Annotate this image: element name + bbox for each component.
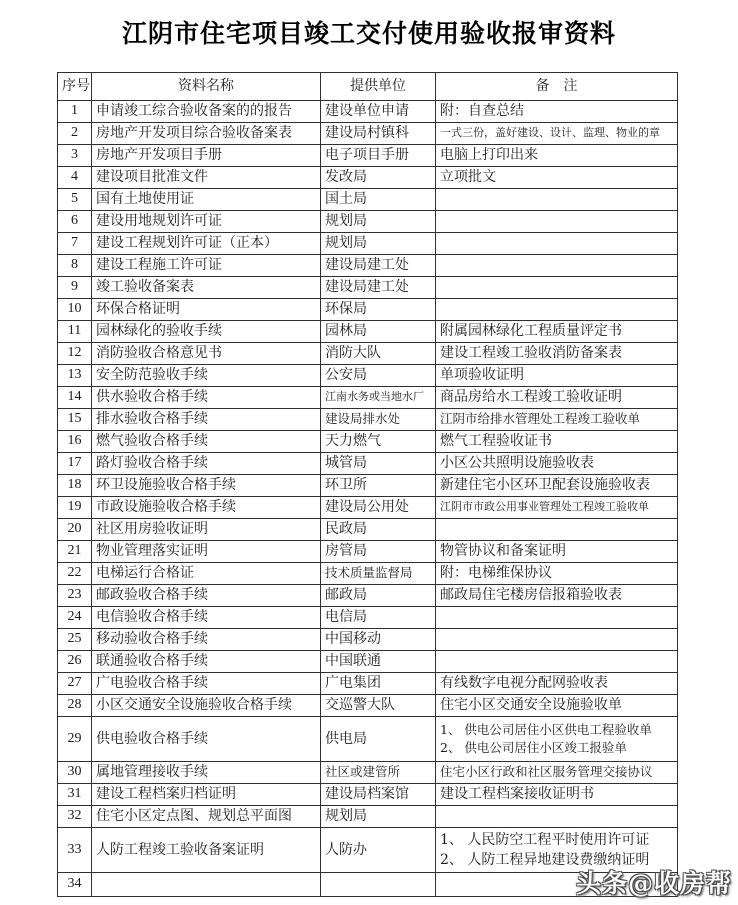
- cell-no: 18: [58, 475, 92, 497]
- cell-no: 30: [58, 762, 92, 784]
- table-row: [58, 651, 678, 673]
- cell-provider: 供电局: [321, 717, 436, 762]
- cell-remark: [436, 519, 678, 541]
- cell-remark: 江阴市给排水管理处工程竣工验收单: [436, 409, 678, 431]
- header-name: 资料名称: [92, 73, 321, 101]
- table-row: [58, 255, 678, 277]
- table-row: [58, 762, 678, 784]
- table-row: [58, 453, 678, 475]
- cell-provider: 建设局档案馆: [321, 784, 436, 806]
- cell-no: 4: [58, 167, 92, 189]
- cell-provider: 消防大队: [321, 343, 436, 365]
- cell-remark: 燃气工程验收证书: [436, 431, 678, 453]
- cell-provider: 江南水务或当地水厂: [321, 387, 436, 409]
- cell-no: 9: [58, 277, 92, 299]
- cell-no: 25: [58, 629, 92, 651]
- cell-remark: 立项批文: [436, 167, 678, 189]
- cell-name: [92, 873, 321, 897]
- cell-provider: 技术质量监督局: [321, 563, 436, 585]
- table-row: [58, 519, 678, 541]
- cell-remark: 有线数字电视分配网验收表: [436, 673, 678, 695]
- cell-name: 移动验收合格手续: [92, 629, 321, 651]
- cell-name: 物业管理落实证明: [92, 541, 321, 563]
- cell-remark: 邮政局住宅楼房信报箱验收表: [436, 585, 678, 607]
- cell-no: 22: [58, 563, 92, 585]
- cell-provider: 建设局排水处: [321, 409, 436, 431]
- cell-name: 小区交通安全设施验收合格手续: [92, 695, 321, 717]
- cell-no: 28: [58, 695, 92, 717]
- cell-remark: 附：自查总结: [436, 101, 678, 123]
- cell-remark: 建设工程档案接收证明书: [436, 784, 678, 806]
- cell-no: 31: [58, 784, 92, 806]
- table-row: [58, 189, 678, 211]
- cell-provider: 人防办: [321, 828, 436, 873]
- cell-name: 电信验收合格手续: [92, 607, 321, 629]
- cell-name: 供电验收合格手续: [92, 717, 321, 762]
- table-row: [58, 321, 678, 343]
- cell-provider: 环保局: [321, 299, 436, 321]
- cell-provider: 邮政局: [321, 585, 436, 607]
- cell-name: 属地管理接收手续: [92, 762, 321, 784]
- cell-remark: 附：电梯维保协议: [436, 563, 678, 585]
- cell-name: 燃气验收合格手续: [92, 431, 321, 453]
- cell-remark: 江阴市市政公用事业管理处工程竣工验收单: [436, 497, 678, 519]
- table-row: [58, 585, 678, 607]
- cell-no: 29: [58, 717, 92, 762]
- cell-remark: 单项验收证明: [436, 365, 678, 387]
- table-row: [58, 497, 678, 519]
- cell-no: 11: [58, 321, 92, 343]
- cell-name: 园林绿化的验收手续: [92, 321, 321, 343]
- cell-no: 34: [58, 873, 92, 897]
- table-row: [58, 101, 678, 123]
- page-title: 江阴市住宅项目竣工交付使用验收报审资料: [121, 19, 616, 48]
- cell-remark: 电脑上打印出来: [436, 145, 678, 167]
- cell-provider: 建设局公用处: [321, 497, 436, 519]
- cell-no: 20: [58, 519, 92, 541]
- cell-remark: [436, 806, 678, 828]
- cell-provider: 城管局: [321, 453, 436, 475]
- cell-provider: 天力燃气: [321, 431, 436, 453]
- cell-no: 10: [58, 299, 92, 321]
- table-row: [58, 167, 678, 189]
- cell-remark: 物管协议和备案证明: [436, 541, 678, 563]
- cell-name: 排水验收合格手续: [92, 409, 321, 431]
- cell-provider: 规划局: [321, 233, 436, 255]
- cell-provider: 交巡警大队: [321, 695, 436, 717]
- cell-no: 16: [58, 431, 92, 453]
- cell-no: 5: [58, 189, 92, 211]
- table-row: [58, 541, 678, 563]
- cell-remark: 1、 供电公司居住小区供电工程验收单 2、 供电公司居住小区竣工报验单: [436, 717, 678, 762]
- table-row: [58, 365, 678, 387]
- cell-provider: 规划局: [321, 806, 436, 828]
- cell-name: 电梯运行合格证: [92, 563, 321, 585]
- cell-provider: 民政局: [321, 519, 436, 541]
- cell-provider: 环卫所: [321, 475, 436, 497]
- cell-name: 市政设施验收合格手续: [92, 497, 321, 519]
- header-no: 序号: [58, 73, 92, 101]
- watermark: 头条@收房帮: [575, 869, 732, 898]
- cell-no: 14: [58, 387, 92, 409]
- table-row: [58, 717, 678, 762]
- cell-name: 国有土地使用证: [92, 189, 321, 211]
- cell-no: 6: [58, 211, 92, 233]
- cell-provider: [321, 873, 436, 897]
- cell-provider: 中国联通: [321, 651, 436, 673]
- cell-provider: 建设局村镇科: [321, 123, 436, 145]
- table-row: [58, 607, 678, 629]
- table-row: [58, 409, 678, 431]
- cell-provider: 园林局: [321, 321, 436, 343]
- cell-no: 21: [58, 541, 92, 563]
- cell-remark: [436, 211, 678, 233]
- cell-remark: 住宅小区交通安全设施验收单: [436, 695, 678, 717]
- cell-no: 7: [58, 233, 92, 255]
- cell-name: 联通验收合格手续: [92, 651, 321, 673]
- cell-provider: 建设单位申请: [321, 101, 436, 123]
- table-row: [58, 277, 678, 299]
- cell-provider: 电子项目手册: [321, 145, 436, 167]
- cell-provider: 国土局: [321, 189, 436, 211]
- cell-name: 路灯验收合格手续: [92, 453, 321, 475]
- cell-no: 15: [58, 409, 92, 431]
- table-row: [58, 784, 678, 806]
- cell-name: 广电验收合格手续: [92, 673, 321, 695]
- table-row: [58, 673, 678, 695]
- table-header-row: [58, 73, 678, 101]
- cell-remark: [436, 651, 678, 673]
- cell-no: 1: [58, 101, 92, 123]
- cell-provider: 规划局: [321, 211, 436, 233]
- cell-no: 19: [58, 497, 92, 519]
- cell-remark: [436, 607, 678, 629]
- cell-remark: 1、 人民防空工程平时使用许可证 2、 人防工程异地建设费缴纳证明: [436, 828, 678, 873]
- table-row: [58, 123, 678, 145]
- table-row: [58, 233, 678, 255]
- cell-name: 建设工程施工许可证: [92, 255, 321, 277]
- table-row: [58, 343, 678, 365]
- cell-remark: 建设工程竣工验收消防备案表: [436, 343, 678, 365]
- cell-name: 建设用地规划许可证: [92, 211, 321, 233]
- cell-no: 24: [58, 607, 92, 629]
- table-row: [58, 387, 678, 409]
- cell-provider: 建设局建工处: [321, 255, 436, 277]
- cell-name: 消防验收合格意见书: [92, 343, 321, 365]
- table-row: [58, 475, 678, 497]
- table-row: [58, 211, 678, 233]
- table-row: [58, 695, 678, 717]
- cell-no: 26: [58, 651, 92, 673]
- cell-remark: 住宅小区行政和社区服务管理交接协议: [436, 762, 678, 784]
- cell-no: 33: [58, 828, 92, 873]
- header-provider: 提供单位: [321, 73, 436, 101]
- table-row: [58, 806, 678, 828]
- cell-no: 27: [58, 673, 92, 695]
- cell-remark: 商品房给水工程竣工验收证明: [436, 387, 678, 409]
- cell-no: 23: [58, 585, 92, 607]
- cell-remark: 一式三份，盖好建设、设计、监理、物业的章: [436, 123, 678, 145]
- cell-name: 人防工程竣工验收备案证明: [92, 828, 321, 873]
- cell-name: 房地产开发项目手册: [92, 145, 321, 167]
- cell-provider: 建设局建工处: [321, 277, 436, 299]
- cell-remark: [436, 233, 678, 255]
- cell-provider: 电信局: [321, 607, 436, 629]
- cell-provider: 广电集团: [321, 673, 436, 695]
- cell-name: 环卫设施验收合格手续: [92, 475, 321, 497]
- cell-remark: 小区公共照明设施验收表: [436, 453, 678, 475]
- cell-remark: 附属园林绿化工程质量评定书: [436, 321, 678, 343]
- table-row: [58, 145, 678, 167]
- cell-name: 邮政验收合格手续: [92, 585, 321, 607]
- cell-name: 安全防范验收手续: [92, 365, 321, 387]
- table-body: [58, 101, 678, 897]
- cell-provider: 社区或建管所: [321, 762, 436, 784]
- cell-provider: 房管局: [321, 541, 436, 563]
- cell-remark: [436, 299, 678, 321]
- cell-remark: [436, 629, 678, 651]
- cell-no: 12: [58, 343, 92, 365]
- cell-name: 房地产开发项目综合验收备案表: [92, 123, 321, 145]
- cell-name: 建设项目批准文件: [92, 167, 321, 189]
- cell-name: 环保合格证明: [92, 299, 321, 321]
- cell-no: 17: [58, 453, 92, 475]
- cell-name: 申请竣工综合验收备案的的报告: [92, 101, 321, 123]
- cell-remark: [436, 255, 678, 277]
- cell-name: 住宅小区定点图、规划总平面图: [92, 806, 321, 828]
- cell-no: 3: [58, 145, 92, 167]
- table-row: [58, 629, 678, 651]
- cell-remark: [436, 277, 678, 299]
- cell-name: 竣工验收备案表: [92, 277, 321, 299]
- cell-no: 13: [58, 365, 92, 387]
- cell-name: 社区用房验收证明: [92, 519, 321, 541]
- cell-provider: 公安局: [321, 365, 436, 387]
- cell-remark: 新建住宅小区环卫配套设施验收表: [436, 475, 678, 497]
- cell-provider: 发改局: [321, 167, 436, 189]
- cell-name: 建设工程规划许可证（正本）: [92, 233, 321, 255]
- cell-remark: [436, 189, 678, 211]
- cell-name: 建设工程档案归档证明: [92, 784, 321, 806]
- header-remark: 备 注: [436, 73, 678, 101]
- table-row: [58, 299, 678, 321]
- cell-no: 2: [58, 123, 92, 145]
- cell-no: 32: [58, 806, 92, 828]
- cell-no: 8: [58, 255, 92, 277]
- cell-name: 供水验收合格手续: [92, 387, 321, 409]
- cell-provider: 中国移动: [321, 629, 436, 651]
- acceptance-materials-table: [57, 72, 678, 897]
- table-row: [58, 563, 678, 585]
- table-row: [58, 431, 678, 453]
